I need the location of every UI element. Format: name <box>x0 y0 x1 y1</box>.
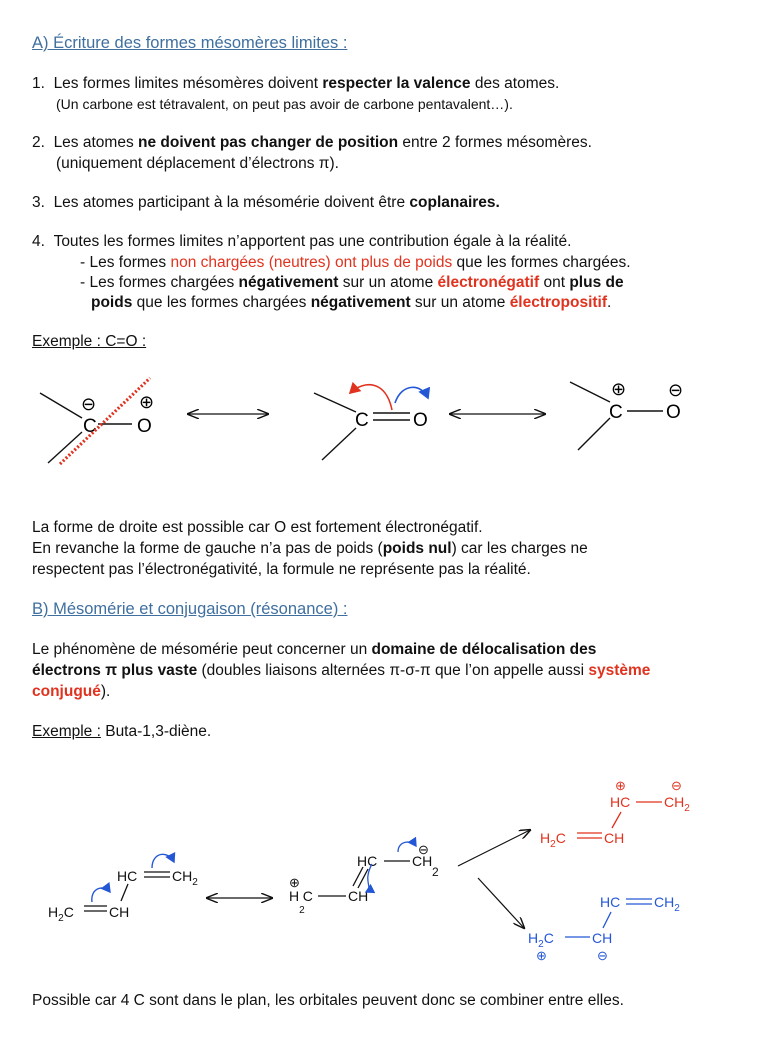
svg-text:CH2: $CH_2$ <box>654 894 680 914</box>
item-2-sub: (uniquement déplacement d’électrons π). <box>56 155 339 172</box>
co-left-minus: ⊖ <box>81 394 97 414</box>
conclusion-line-3: respectent pas l’électronégativité, la formule ne représente pas la réalité. <box>32 561 531 578</box>
svg-text:CH: CH <box>412 853 433 869</box>
svg-text:CH2: $CH_2$ <box>664 794 690 814</box>
conclusion-line-1: La forme de droite est possible car O est fortement électronégatif. <box>32 519 483 536</box>
conclusion-line-2: En revanche la forme de gauche n’a pas de poids (poids nul) car les charges ne <box>32 540 588 557</box>
svg-text:HC: HC <box>117 868 138 884</box>
svg-text:CH: CH <box>109 904 130 920</box>
item-2: 2. Les atomes ne doivent pas changer de position entre 2 formes mésomères. <box>32 134 592 151</box>
section-b-para-1: Le phénomène de mésomérie peut concerner un domaine de délocalisation des <box>32 641 597 658</box>
co-mid-o: O <box>413 410 428 431</box>
item-4: 4. Toutes les formes limites n’apportent pas une contribution égale à la réalité. <box>32 233 572 250</box>
section-a-title: A) Écriture des formes mésomères limites : <box>32 34 348 52</box>
item-1: 1. Les formes limites mésomères doivent respecter la valence des atomes. <box>32 75 560 92</box>
svg-text:⊕: ⊕ <box>615 778 626 793</box>
section-b-para-2: électrons π plus vaste (doubles liaisons alternées π-σ-π que l’on appelle aussi système <box>32 662 651 679</box>
item-4-dash-3: poids que les formes chargées négativement sur un atome électropositif. <box>91 294 612 311</box>
co-left-o: O <box>137 416 152 437</box>
svg-text:CH2: $CH_2$ <box>172 868 198 888</box>
co-resonance-diagram <box>0 360 768 480</box>
red-curved-arrow <box>350 385 392 410</box>
blue-curved-arrow <box>395 387 428 403</box>
item-4-dash-2: - Les formes chargées négativement sur un atome électronégatif ont plus de <box>80 274 624 291</box>
co-form-middle <box>314 385 428 460</box>
final-statement: Possible car 4 C sont dans le plan, les orbitales peuvent donc se combiner entre elles. <box>32 992 624 1009</box>
co-right-minus: ⊖ <box>668 380 684 400</box>
svg-text:HC: HC <box>600 894 621 910</box>
item-4-dash-1: - Les formes non chargées (neutres) ont plus de poids que les formes chargées. <box>80 254 631 271</box>
item-1-sub: (Un carbone est tétravalent, on peut pas avoir de carbone pentavalent…). <box>56 96 513 112</box>
svg-text:⊖: ⊖ <box>597 948 608 963</box>
svg-text:⊖: ⊖ <box>418 842 429 857</box>
reaction-arrow-up <box>458 830 530 866</box>
svg-text:⊕: ⊕ <box>536 948 547 963</box>
co-right-c: C <box>609 402 623 423</box>
svg-text:CH: CH <box>348 888 369 904</box>
co-left-c: C <box>83 416 97 437</box>
butadiene-form-1 <box>48 854 198 924</box>
svg-text:⊕: ⊕ <box>289 875 300 890</box>
example-butadiene: Exemple : Buta-1,3-diène. <box>32 723 212 740</box>
svg-text:CH: CH <box>592 930 613 946</box>
svg-text:H2C: $H_2C$ <box>48 904 74 924</box>
example-co-label: Exemple : C=O : <box>32 333 147 350</box>
co-left-plus: ⊕ <box>139 392 155 412</box>
item-3: 3. Les atomes participant à la mésomérie doivent être coplanaires. <box>32 194 500 211</box>
butadiene-resonance-diagram <box>0 760 768 980</box>
co-mid-c: C <box>355 410 369 431</box>
section-b-title: B) Mésomérie et conjugaison (résonance) : <box>32 600 348 618</box>
reaction-arrow-down <box>478 878 524 928</box>
svg-text:H2C: $H_2C$ <box>540 830 566 850</box>
co-form-right <box>570 379 683 450</box>
co-right-plus: ⊕ <box>611 379 627 399</box>
svg-text:2: 2 <box>432 865 439 879</box>
svg-text:H2C: $H_2C$ <box>528 930 554 950</box>
section-b-para-3: conjugué). <box>32 683 111 700</box>
svg-text:HC: HC <box>357 853 378 869</box>
svg-text:H2C: $H_2C$ <box>289 888 313 916</box>
butadiene-form-2 <box>289 842 439 916</box>
co-right-o: O <box>666 402 681 423</box>
svg-text:CH: CH <box>604 830 625 846</box>
butadiene-form-4 <box>528 894 680 963</box>
co-form-left <box>40 378 154 464</box>
svg-text:HC: HC <box>610 794 631 810</box>
butadiene-form-3 <box>540 778 690 850</box>
svg-text:⊖: ⊖ <box>671 778 682 793</box>
